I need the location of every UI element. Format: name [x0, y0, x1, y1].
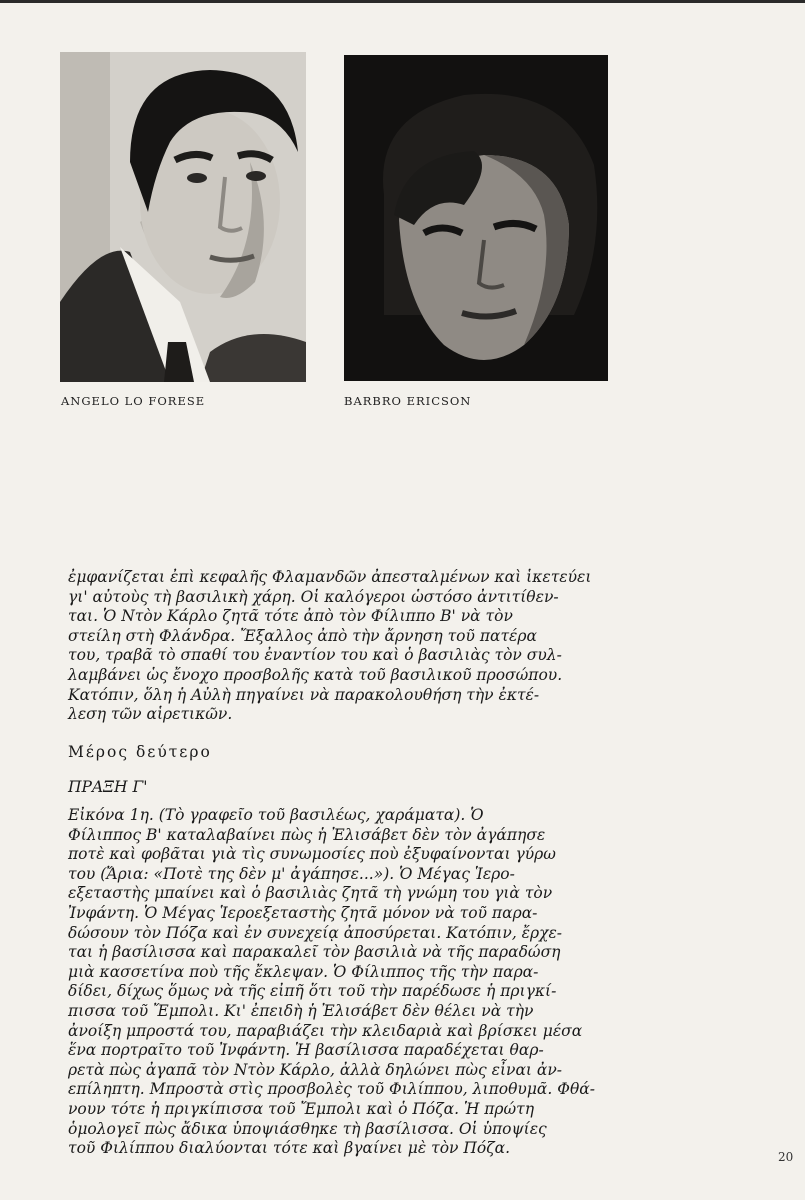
text-line: εξεταστὴς μπαίνει καὶ ὁ βασιλιὰς ζητᾶ τὴ γνώμη του γιὰ τὸν [68, 884, 553, 903]
text-line: δώσουν τὸν Πόζα καὶ ἐν συνεχείᾳ ἀποσύρεται. Κατόπιν, ἔρχε- [68, 923, 563, 942]
text-line: νουν τότε ἡ πριγκίπισσα τοῦ Ἔμπολι καὶ ὁ Πόζα. Ἡ πρώτη [68, 1099, 535, 1118]
text-line: τοῦ Φιλίππου διαλύονται τότε καὶ βγαίνει μὲ τὸν Πόζα. [68, 1139, 511, 1158]
page-number: 20 [778, 1150, 794, 1164]
text-line: γι' αὐτοὺς τὴ βασιλικὴ χάρη. Οἱ καλόγεροι ὡστόσο ἀντιτίθεν- [68, 587, 559, 606]
text-line: μιὰ κασσετίνα ποὺ τῆς ἔκλεψαν. Ὁ Φίλιππος τῆς τὴν παρα- [68, 962, 539, 981]
text-line: ται ἡ βασίλισσα καὶ παρακαλεῖ τὸν βασιλιὰ νὰ τῆς παραδώση [68, 943, 561, 962]
text-line: Ἰνφάντη. Ὁ Μέγας Ἱεροεξεταστὴς ζητᾶ μόνον νὰ τοῦ παρα- [68, 903, 538, 922]
text-line: Εἰκόνα 1η. (Τὸ γραφεῖο τοῦ βασιλέως, χαράματα). Ὁ [68, 806, 484, 824]
act-heading: ΠΡΑΞΗ Γ' [68, 778, 148, 796]
text-line: Κατόπιν, ὅλη ἡ Αὐλὴ πηγαίνει νὰ παρακολουθήση τὴν ἐκτέ- [68, 685, 540, 704]
photo-caption-right: BARBRO ERICSON [344, 394, 472, 408]
text-line: ἐμφανίζεται ἐπὶ κεφαλῆς Φλαμανδῶν ἀπεσταλμένων καὶ ἱκετεύει [68, 568, 592, 586]
text-line: λεση τῶν αἱρετικῶν. [68, 705, 233, 724]
top-edge-line [0, 0, 805, 3]
portrait-photo-left [60, 52, 306, 382]
text-line: δίδει, δίχως ὅμως νὰ τῆς εἰπῆ ὅτι τοῦ τὴν παρέδωσε ἡ πριγκί- [68, 982, 557, 1001]
text-line: στείλη στὴ Φλάνδρα. Ἔξαλλος ἀπὸ τὴν ἄρνηση τοῦ πατέρα [68, 626, 537, 645]
photo-caption-left: ANGELO LO FORESE [61, 394, 206, 408]
portrait-photo-right [344, 55, 608, 381]
text-line: του, τραβᾶ τὸ σπαθί του ἐναντίον του καὶ ὁ βασιλιὰς τὸν συλ- [68, 646, 562, 665]
text-line: ται. Ὁ Ντὸν Κάρλο ζητᾶ τότε ἀπὸ τὸν Φίλιππο Β' νὰ τὸν [68, 607, 513, 626]
text-line: ἀνοίξη μπροστά του, παραβιάζει τὴν κλειδαριὰ καὶ βρίσκει μέσα [68, 1021, 583, 1040]
text-line: ρετὰ πὼς ἀγαπᾶ τὸν Ντὸν Κάρλο, ἀλλὰ δηλώνει πὼς εἶναι ἀν- [68, 1060, 563, 1079]
text-line: ποτὲ καὶ φοβᾶται γιὰ τὶς συνωμοσίες ποὺ ἐξυφαίνονται γύρω [68, 845, 556, 864]
text-line: πισσα τοῦ Ἔμπολι. Κι' ἐπειδὴ ἡ Ἐλισάβετ δὲν θέλει νὰ τὴν [68, 1001, 534, 1020]
text-line: επίληπτη. Μπροστὰ στὶς προσβολὲς τοῦ Φιλίππου, λιποθυμᾶ. Φθά- [68, 1080, 595, 1099]
man-portrait-icon [60, 52, 306, 382]
synopsis-paragraph-2 [68, 806, 595, 1159]
synopsis-paragraph-1 [68, 568, 590, 725]
text-line: ὁμολογεῖ πὼς ἄδικα ὑποψιάσθηκε τὴ βασίλισσα. Οἱ ὑποψίες [68, 1119, 547, 1138]
text-line: λαμβάνει ὡς ἔνοχο προσβολῆς κατὰ τοῦ βασιλικοῦ προσώπου. [68, 665, 563, 684]
part-heading: Μέρος δεύτερο [68, 743, 212, 761]
text-line: ἕνα πορτραῖτο τοῦ Ἰνφάντη. Ἡ βασίλισσα παραδέχεται θαρ- [68, 1041, 544, 1060]
text-line: του (Ἄρια: «Ποτὲ της δὲν μ' ἀγάπησε...»). Ὁ Μέγας Ἱερο- [68, 864, 515, 883]
text-line: Φίλιππος Β' καταλαβαίνει πὼς ἡ Ἐλισάβετ δὲν τὸν ἀγάπησε [68, 825, 546, 844]
woman-portrait-icon [344, 55, 608, 381]
